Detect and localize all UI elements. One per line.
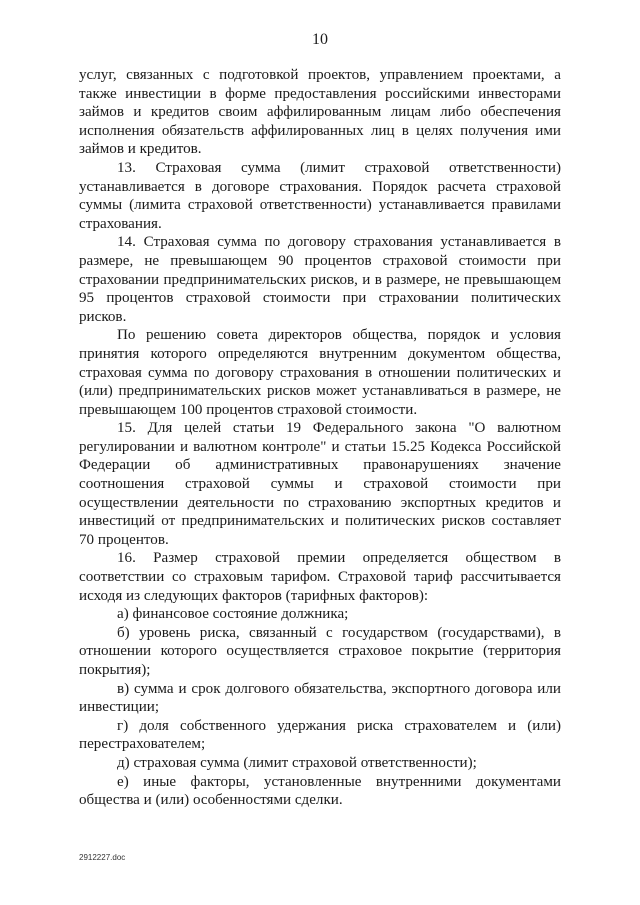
list-item-v: в) сумма и срок долгового обязательства, экспортного договора или инвестиции;: [79, 680, 561, 716]
list-item-a: а) финансовое состояние должника;: [117, 606, 349, 623]
paragraph-15: 15. Для целей статьи 19 Федерального закона "О валютном регулировании и валютном контроле" и статьи 15.25 Кодекса Российской Федерации об административных правонарушениях значение соотношения страховой суммы и страховой стоимости при осуществлении деятельности по страхованию экспортных кредитов и инвестиций от предпринимательских и политических рисков составляет 70 процентов.: [79, 420, 561, 548]
paragraph-13: 13. Страховая сумма (лимит страховой ответственности) устанавливается в договоре страхования. Порядок расчета страховой суммы (лимита страховой ответственности) устанавливается правилами страхования.: [79, 159, 561, 232]
list-item-b: б) уровень риска, связанный с государством (государствами), в отношении которого осуществляется страховое покрытие (территория покрытия);: [79, 624, 561, 678]
paragraph-14: 14. Страховая сумма по договору страхования устанавливается в размере, не превышающем 90 процентов страховой стоимости при страховании предпринимательских рисков, и в размере, не превышающем 95 процентов страховой стоимости при страховании политических рисков.: [79, 234, 561, 325]
document-body: [79, 66, 561, 810]
page-number: 10: [312, 31, 328, 48]
paragraph-continuation: услуг, связанных с подготовкой проектов, управлением проектами, а также инвестиции в форме предоставления российскими инвесторами займов и кредитов своим аффилированным лицам либо обеспечения исполнения обязательств аффилированных лиц в целях получения ими займов и кредитов.: [79, 67, 561, 158]
paragraph-16: 16. Размер страховой премии определяется обществом в соответствии со страховым тарифом. Страховой тариф рассчитывается исходя из следующих факторов (тарифных факторов):: [79, 550, 561, 604]
list-item-d: д) страховая сумма (лимит страховой ответственности);: [117, 754, 477, 771]
list-item-e: е) иные факторы, установленные внутренними документами общества и (или) особенностями сделки.: [79, 773, 561, 809]
footer-doc-id: 2912227.doc: [79, 853, 126, 862]
list-item-g: г) доля собственного удержания риска страхователем и (или) перестрахователем;: [79, 717, 561, 753]
paragraph-14-board-decision: По решению совета директоров общества, порядок и условия принятия которого определяются внутренним документом общества, страховая сумма по договору страхования в отношении политических и (или) предпринимательских рисков может устанавливаться в размере, не превышающем 100 процентов страховой стоимости.: [79, 327, 561, 418]
